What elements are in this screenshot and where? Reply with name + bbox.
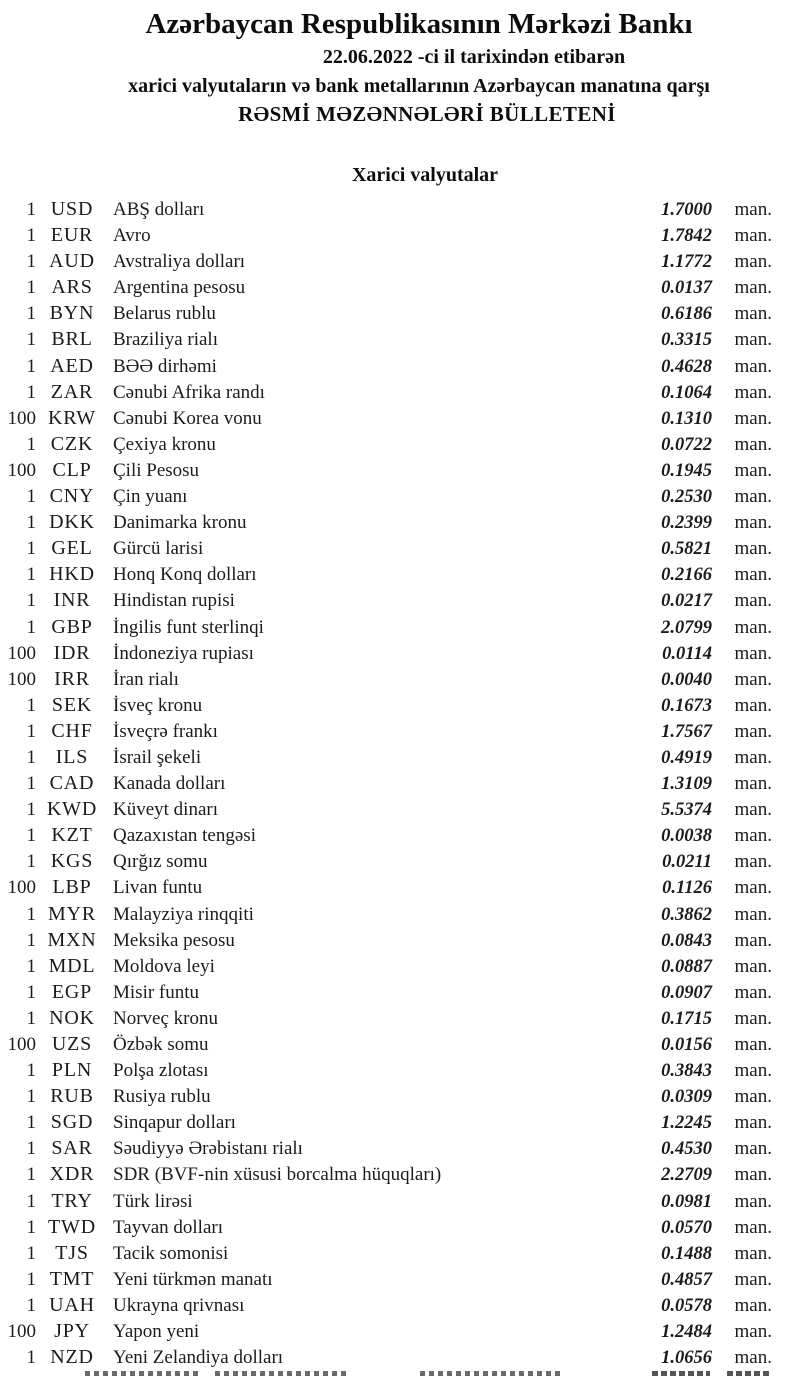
row-unit-suffix: man. [734,407,772,429]
row-unit-suffix: man. [734,1321,772,1343]
table-row [0,927,800,953]
row-rate-value: 2.2709 [661,1165,712,1186]
row-currency-name: Özbək somu [113,1034,209,1055]
row-currency-code: CZK [50,432,94,455]
row-currency-code: INR [53,589,91,612]
table-row [0,1031,800,1057]
row-currency-name: Çili Pesosu [113,459,200,481]
row-unit-suffix: man. [734,746,772,768]
row-quantity: 100 [7,1034,36,1055]
table-row [0,1214,800,1240]
row-unit-suffix: man. [734,1347,772,1369]
row-rate-value: 0.1715 [661,1008,712,1029]
row-rate-value: 0.0981 [661,1191,712,1212]
row-currency-code: SEK [51,693,93,716]
table-row [0,874,800,900]
row-currency-name: Gürcü larisi [113,538,204,560]
row-quantity: 1 [26,381,36,403]
row-currency-code: KZT [51,824,93,847]
row-rate-value: 0.0578 [661,1295,712,1316]
row-rate-value: 0.4857 [661,1269,712,1290]
row-currency-code: TJS [55,1241,89,1264]
table-row [0,353,800,379]
row-quantity: 1 [26,1007,36,1029]
row-currency-name: Hindistan rupisi [113,590,235,612]
row-currency-code: KGS [50,850,94,873]
row-rate-value: 0.2399 [661,513,712,534]
table-row [0,1292,800,1318]
table-row [0,770,800,796]
row-currency-name: Honq Konq dolları [113,564,257,586]
row-rate-value: 0.0722 [661,434,712,455]
row-unit-suffix: man. [734,381,772,403]
clipped-text-fragment [215,1371,350,1376]
row-rate-value: 0.0038 [661,826,712,847]
clipped-text-fragment [727,1371,772,1376]
row-currency-name: Rusiya rublu [113,1086,211,1108]
row-currency-name: Cənubi Korea vonu [113,407,262,429]
section-title-foreign-currencies: Xarici valyutalar [351,164,499,186]
row-rate-value: 0.1126 [662,878,712,899]
table-row [0,431,800,457]
row-currency-code: MXN [47,928,97,951]
row-rate-value: 0.1673 [661,695,712,716]
row-currency-name: İsveç kronu [113,694,203,716]
row-quantity: 1 [26,433,36,455]
row-unit-suffix: man. [734,433,772,455]
row-currency-code: EUR [50,224,94,247]
clipped-text-fragment [85,1371,200,1376]
row-rate-value: 1.1772 [661,252,712,273]
table-row [0,196,800,222]
row-unit-suffix: man. [734,1242,772,1264]
row-quantity: 1 [26,1242,36,1264]
row-unit-suffix: man. [734,590,772,612]
row-rate-value: 0.3315 [661,330,712,351]
row-unit-suffix: man. [734,642,772,664]
row-currency-code: IRR [54,667,90,690]
row-currency-code: AUD [49,250,95,273]
row-rate-value: 0.0137 [661,278,712,299]
table-row [0,822,800,848]
row-rate-value: 1.3109 [661,774,712,795]
row-unit-suffix: man. [734,1060,772,1082]
table-row [0,1188,800,1214]
row-quantity: 1 [26,929,36,951]
row-rate-value: 0.0309 [661,1087,712,1108]
table-row [0,222,800,248]
row-unit-suffix: man. [734,1294,772,1316]
row-currency-name: Meksika pesosu [113,929,235,951]
row-quantity: 1 [26,277,36,299]
row-rate-value: 0.3862 [661,904,712,925]
row-currency-code: MDL [48,954,96,977]
row-rate-value: 0.5821 [661,539,712,560]
row-quantity: 1 [26,981,36,1003]
table-row [0,1135,800,1161]
bulletin-title: RƏSMİ MƏZƏNNƏLƏRİ BÜLLETENİ [238,102,616,126]
row-quantity: 1 [26,512,36,534]
row-currency-code: UZS [51,1033,93,1055]
row-currency-code: ILS [55,745,89,768]
row-currency-name: Avro [113,225,151,247]
row-rate-value: 1.7842 [661,226,712,247]
row-rate-value: 0.4919 [661,747,712,768]
table-row [0,796,800,822]
table-row [0,561,800,587]
row-rate-value: 0.4530 [661,1139,712,1160]
row-currency-name: Sinqapur dolları [113,1112,236,1134]
table-row [0,979,800,1005]
row-currency-name: Yeni türkmən manatı [113,1268,273,1290]
table-row [0,379,800,405]
row-quantity: 1 [26,538,36,560]
row-quantity: 1 [26,1112,36,1134]
row-rate-value: 1.2484 [661,1322,712,1343]
row-currency-name: Moldova leyi [113,955,215,977]
row-currency-code: CNY [49,485,95,508]
row-quantity: 1 [26,1060,36,1082]
row-currency-code: CHF [51,719,93,742]
row-currency-name: İsveçrə frankı [113,720,218,742]
row-currency-code: TWD [48,1215,96,1238]
row-quantity: 100 [7,877,36,899]
rates-table [0,196,800,1370]
table-row [0,535,800,561]
row-quantity: 1 [26,1216,36,1238]
row-quantity: 1 [26,825,36,847]
row-currency-name: Qırğız somu [113,851,208,873]
table-row [0,587,800,613]
row-currency-code: SAR [51,1137,93,1160]
row-currency-name: Braziliya rialı [113,329,218,351]
table-row [0,326,800,352]
row-unit-suffix: man. [734,251,772,273]
row-currency-name: Misir funtu [113,981,200,1003]
row-unit-suffix: man. [734,1190,772,1212]
row-quantity: 1 [26,720,36,742]
row-currency-code: XDR [49,1163,95,1186]
row-currency-code: EGP [51,980,93,1003]
row-quantity: 1 [26,564,36,586]
row-quantity: 100 [7,407,36,429]
effective-date-line: 22.06.2022 -ci il tarixindən etibarən [322,46,626,68]
row-quantity: 1 [26,694,36,716]
row-currency-name: Tacik somonisi [113,1242,229,1264]
row-currency-code: CAD [49,772,95,795]
row-currency-code: GBP [51,615,93,638]
row-currency-code: ZAR [50,380,94,403]
row-quantity: 1 [26,799,36,821]
row-quantity: 1 [26,851,36,873]
row-currency-name: Türk lirəsi [113,1190,193,1212]
row-unit-suffix: man. [734,1007,772,1029]
row-unit-suffix: man. [734,486,772,508]
row-unit-suffix: man. [734,929,772,951]
row-unit-suffix: man. [734,773,772,795]
row-currency-name: Belarus rublu [113,303,216,325]
table-row [0,509,800,535]
row-currency-code: UAH [49,1293,95,1316]
row-rate-value: 1.7000 [661,200,712,220]
row-unit-suffix: man. [734,851,772,873]
row-quantity: 1 [26,1268,36,1290]
row-currency-code: DKK [49,511,95,534]
clipped-text-fragment [652,1371,710,1376]
row-unit-suffix: man. [734,199,772,220]
table-row [0,1083,800,1109]
row-unit-suffix: man. [734,616,772,638]
row-quantity: 1 [26,303,36,325]
row-currency-code: BRL [51,328,93,351]
row-currency-code: AED [50,354,94,377]
row-currency-name: İsrail şekeli [113,746,202,768]
table-row [0,405,800,431]
row-currency-code: JPY [54,1320,90,1343]
row-rate-value: 1.0656 [661,1348,712,1369]
row-quantity: 1 [26,1294,36,1316]
row-rate-value: 0.1488 [661,1243,712,1264]
row-currency-code: ARS [51,276,93,299]
row-rate-value: 0.2166 [661,565,712,586]
row-unit-suffix: man. [734,1034,772,1055]
row-unit-suffix: man. [734,955,772,977]
row-quantity: 1 [26,616,36,638]
row-quantity: 1 [26,225,36,247]
row-currency-name: Çexiya kronu [113,433,216,455]
row-currency-code: NOK [49,1006,95,1029]
row-rate-value: 1.7567 [661,721,712,742]
scope-line: xarici valyutaların və bank metallarının Azərbaycan manatına qarşı [128,75,710,97]
row-quantity: 1 [26,199,36,220]
row-currency-code: TMT [49,1267,95,1290]
row-unit-suffix: man. [734,825,772,847]
row-quantity: 1 [26,1347,36,1369]
row-currency-code: KRW [48,406,96,429]
row-unit-suffix: man. [734,1112,772,1134]
row-quantity: 1 [26,590,36,612]
row-currency-code: CLP [52,458,92,481]
row-currency-name: Tayvan dolları [113,1216,223,1238]
row-currency-code: LBP [52,876,92,899]
row-currency-name: Cənubi Afrika randı [113,381,265,403]
table-row [0,300,800,326]
table-row [0,848,800,874]
row-rate-value: 0.0887 [661,956,712,977]
row-currency-code: KWD [46,798,98,821]
row-rate-value: 0.0114 [662,643,712,664]
row-rate-value: 0.1945 [661,460,712,481]
row-quantity: 1 [26,251,36,273]
row-unit-suffix: man. [734,1216,772,1238]
row-currency-code: PLN [51,1059,93,1082]
row-quantity: 1 [26,1086,36,1108]
row-currency-name: Polşa zlotası [113,1060,209,1082]
row-quantity: 1 [26,1190,36,1212]
row-rate-value: 0.2530 [661,487,712,508]
table-row [0,483,800,509]
row-unit-suffix: man. [734,668,772,690]
row-quantity: 100 [7,642,36,664]
table-row [0,1266,800,1292]
row-rate-value: 2.0799 [661,617,712,638]
row-currency-name: Qazaxıstan tengəsi [113,825,256,847]
row-unit-suffix: man. [734,877,772,899]
table-row [0,901,800,927]
row-rate-value: 0.0843 [661,930,712,951]
row-quantity: 1 [26,746,36,768]
row-unit-suffix: man. [734,1268,772,1290]
row-rate-value: 0.0156 [661,1035,712,1055]
row-currency-name: İran rialı [113,668,179,690]
table-row [0,718,800,744]
row-currency-name: Kanada dolları [113,773,226,795]
bank-name-title: Azərbaycan Respublikasının Mərkəzi Bankı [145,8,693,40]
table-row [0,666,800,692]
row-currency-name: Argentina pesosu [113,277,246,299]
row-currency-name: ABŞ dolları [113,199,205,220]
row-unit-suffix: man. [734,1164,772,1186]
row-unit-suffix: man. [734,1086,772,1108]
table-row [0,1318,800,1344]
row-rate-value: 0.4628 [661,356,712,377]
row-currency-name: Danimarka kronu [113,512,247,534]
row-rate-value: 0.0217 [661,591,712,612]
table-row [0,274,800,300]
row-quantity: 1 [26,486,36,508]
row-quantity: 100 [7,459,36,481]
row-quantity: 1 [26,355,36,377]
table-row [0,692,800,718]
row-currency-code: RUB [50,1085,94,1108]
row-currency-name: İndoneziya rupiası [113,642,254,664]
row-quantity: 1 [26,329,36,351]
table-row [0,1005,800,1031]
row-currency-name: İngilis funt sterlinqi [113,616,264,638]
row-currency-name: Malayziya rinqqiti [113,903,254,925]
table-row [0,1344,800,1370]
row-quantity: 1 [26,1138,36,1160]
row-rate-value: 0.0907 [661,982,712,1003]
row-unit-suffix: man. [734,355,772,377]
row-unit-suffix: man. [734,459,772,481]
row-currency-code: HKD [49,563,95,586]
row-unit-suffix: man. [734,512,772,534]
table-row [0,1240,800,1266]
table-row [0,457,800,483]
row-rate-value: 0.0040 [661,669,712,690]
row-currency-code: NZD [50,1346,94,1369]
clipped-text-fragment [420,1371,560,1376]
row-rate-value: 1.2245 [661,1113,712,1134]
row-rate-value: 0.3843 [661,1061,712,1082]
row-currency-name: SDR (BVF-nin xüsusi borcalma hüquqları) [113,1164,442,1186]
row-quantity: 1 [26,1164,36,1186]
row-unit-suffix: man. [734,694,772,716]
row-unit-suffix: man. [734,303,772,325]
table-row [0,953,800,979]
row-quantity: 1 [26,773,36,795]
row-unit-suffix: man. [734,981,772,1003]
row-rate-value: 0.1064 [661,382,712,403]
row-quantity: 1 [26,903,36,925]
row-currency-code: IDR [53,641,91,664]
row-rate-value: 0.0570 [661,1217,712,1238]
row-currency-code: USD [50,198,94,220]
row-rate-value: 5.5374 [661,800,712,821]
row-unit-suffix: man. [734,225,772,247]
row-rate-value: 0.1310 [661,408,712,429]
row-currency-code: TRY [51,1189,93,1212]
row-currency-name: Çin yuanı [113,486,188,508]
row-currency-name: Norveç kronu [113,1007,218,1029]
table-row [0,1057,800,1083]
row-rate-value: 0.0211 [662,852,712,873]
clipped-next-row [0,1371,800,1377]
row-currency-code: BYN [49,302,95,325]
table-row [0,640,800,666]
row-unit-suffix: man. [734,1138,772,1160]
row-currency-code: MYR [48,902,96,925]
row-currency-name: Livan funtu [113,877,203,899]
row-unit-suffix: man. [734,329,772,351]
table-row [0,248,800,274]
row-quantity: 1 [26,955,36,977]
row-unit-suffix: man. [734,277,772,299]
row-currency-code: GEL [51,537,93,560]
row-quantity: 100 [7,1321,36,1343]
row-unit-suffix: man. [734,720,772,742]
row-currency-name: Yeni Zelandiya dolları [113,1347,284,1369]
row-unit-suffix: man. [734,564,772,586]
row-currency-name: Yapon yeni [113,1321,200,1343]
row-unit-suffix: man. [734,538,772,560]
row-currency-name: Küveyt dinarı [113,799,219,821]
row-unit-suffix: man. [734,799,772,821]
row-quantity: 100 [7,668,36,690]
row-currency-name: Avstraliya dolları [113,251,246,273]
row-unit-suffix: man. [734,903,772,925]
row-currency-name: Səudiyyə Ərəbistanı rialı [113,1138,303,1160]
row-currency-code: SGD [50,1111,94,1134]
table-row [0,1161,800,1187]
table-row [0,614,800,640]
row-currency-name: BƏƏ dirhəmi [113,355,217,377]
row-rate-value: 0.6186 [661,304,712,325]
row-currency-name: Ukrayna qrivnası [113,1294,245,1316]
table-row [0,1109,800,1135]
table-row [0,744,800,770]
